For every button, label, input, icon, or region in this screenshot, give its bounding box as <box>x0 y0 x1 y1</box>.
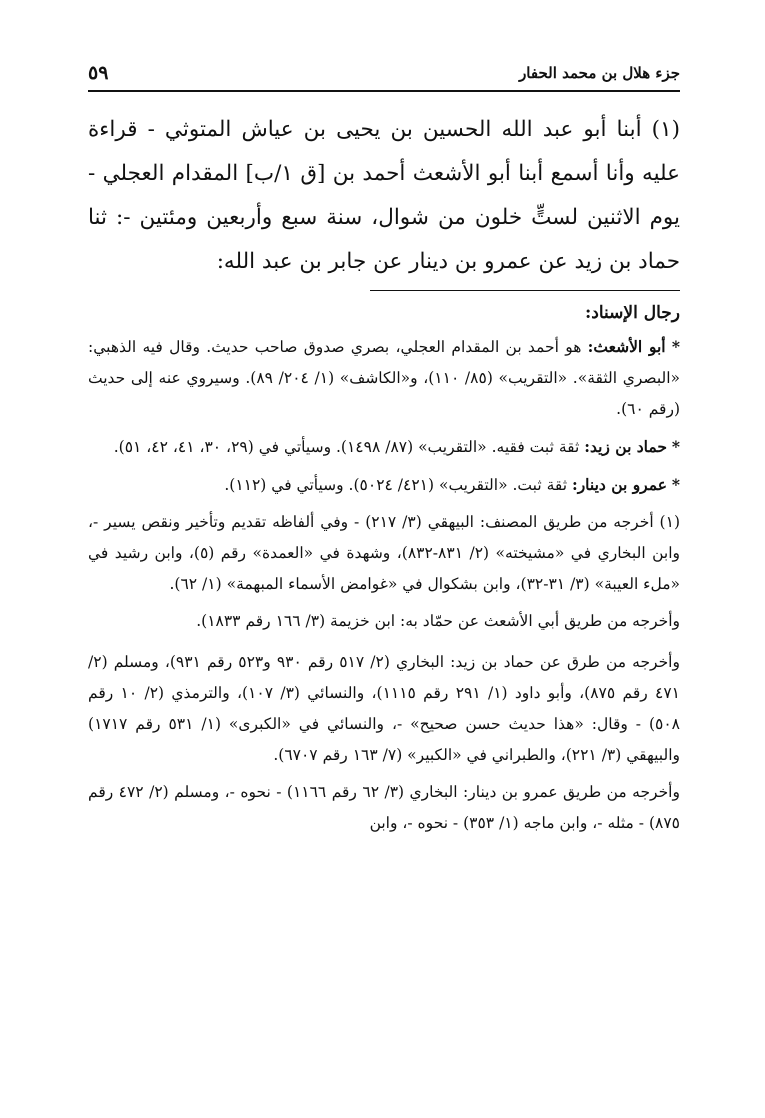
takhrij-paragraph: (١) أخرجه من طريق المصنف: البيهقي (٣/ ٢١٧) - وفي ألفاظه تقديم وتأخير ونقص يسير -، وابن البخاري في «مشيخته» (٢/ ٨٣١-٨٣٢)، وشهدة في «العمدة» رقم (٥)، وابن رشيد في «ملء العيبة» (٣/ ٣١-٣٢)، وابن بشكوال في «غوامض الأسماء المبهمة» (١/ ٦٢). <box>88 513 680 593</box>
running-title: جزء هلال بن محمد الحفار <box>519 64 680 82</box>
narrator-text: ثقة ثبت فقيه. «التقريب» (٨٧/ ١٤٩٨). وسيأتي في (٢٩، ٣٠، ٤١، ٤٢، ٥١). <box>113 438 585 456</box>
narrator-name: عمرو بن دينار: <box>571 475 667 494</box>
rijal-entry-amr <box>88 469 680 501</box>
rijal-heading: رجال الإسناد: <box>585 303 680 323</box>
takhrij-paragraph: وأخرجه من طريق عمرو بن دينار: البخاري (٣/ ٦٢ رقم ١١٦٦) - نحوه -، ومسلم (٢/ ٤٧٢ رقم ٨٧٥) - مثله -، وابن ماجه (١/ ٣٥٣) - نحوه -، وابن <box>88 783 680 832</box>
narrator-name: أبو الأشعث: <box>587 337 666 356</box>
takhrij-paragraph: وأخرجه من طرق عن حماد بن زيد: البخاري (٢/ ٥١٧ رقم ٩٣٠ و٥٢٣ رقم ٩٣١)، ومسلم (٢/ ٤٧١ رقم ٨٧٥)، وأبو داود (١/ ٢٩١ رقم ١١١٥)، والنسائي (٣/ ١٠٧)، والترمذي (٢/ ١٠ رقم ٥٠٨) - وقال: «هذا حديث حسن صحيح» -، والنسائي في «الكبرى» (١/ ٥٣١ رقم ١٧١٧) والبيهقي (٣/ ٢٢١)، والطبراني في «الكبير» (٧/ ١٦٣ رقم ٦٧٠٧). <box>88 653 681 764</box>
entry-star: * <box>671 437 680 456</box>
hadith-paragraph: (١) أبنا أبو عبد الله الحسين بن يحيى بن عياش المتوثي - قراءة عليه وأنا أسمع أبنا أبو الأشعث أحمد بن [ق ١/ب] المقدام العجلي - يوم الاثنين لستٍّ خلون من شوال، سنة سبع وأربعين ومئتين -: ثنا حماد بن زيد عن عمرو بن دينار عن جابر بن عبد الله: <box>88 117 680 274</box>
footnote-separator <box>370 290 680 291</box>
takhrij-paragraph: وأخرجه من طريق أبي الأشعث عن حمّاد به: ابن خزيمة (٣/ ١٦٦ رقم ١٨٣٣). <box>196 612 680 630</box>
page-header <box>88 56 680 92</box>
narrator-text: هو أحمد بن المقدام العجلي، بصري صدوق صاحب حديث. وقال فيه الذهبي: «البصري الثقة». «التقريب» (٨٥/ ١١٠)، و«الكاشف» (١/ ٢٠٤/ ٨٩). وسيروي عنه إلى حديث (رقم ٦٠). <box>88 338 681 418</box>
rijal-entry-abu-alashath <box>88 331 680 425</box>
rijal-entry-hammad <box>88 431 680 463</box>
main-text <box>88 108 680 284</box>
narrator-name: حماد بن زيد: <box>584 437 667 456</box>
footnotes <box>88 298 680 845</box>
page-number: ٥٩ <box>88 62 109 84</box>
entry-star: * <box>671 475 680 494</box>
narrator-text: ثقة ثبت. «التقريب» (٤٢١/ ٥٠٢٤). وسيأتي في (١١٢). <box>224 476 572 494</box>
entry-star: * <box>671 337 680 356</box>
